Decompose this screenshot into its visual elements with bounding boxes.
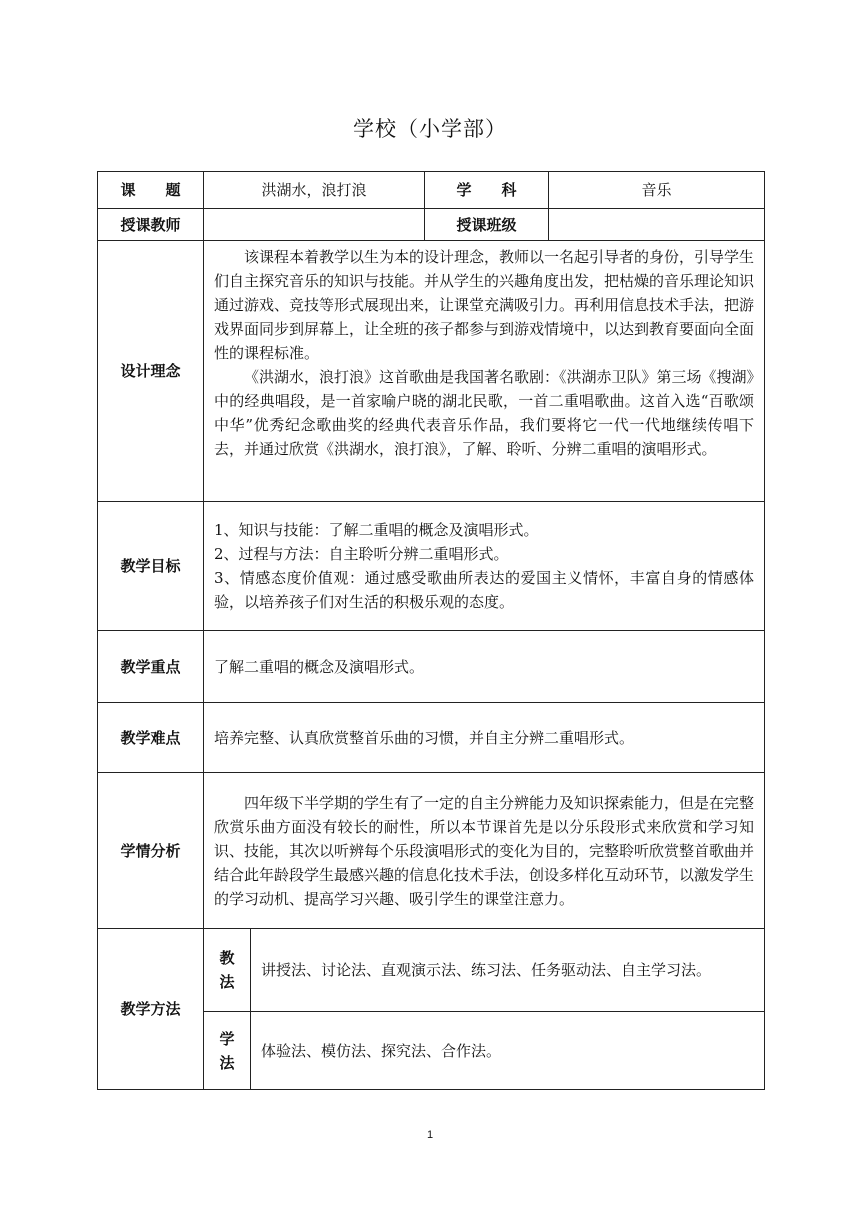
teach-method-label [204, 929, 251, 1012]
subject-value: 音乐 [549, 172, 765, 209]
design-content [204, 241, 765, 502]
goal-item: 3、情感态度价值观：通过感受歌曲所表达的爱国主义情怀，丰富自身的情感体验，以培养孩子们对生活的积极乐观的态度。 [214, 569, 755, 611]
analysis-text: 四年级下半学期的学生有了一定的自主分辨能力及知识探索能力，但是在完整欣赏乐曲方面没有较长的耐性，所以本节课首先是以分乐段形式来欣赏和学习知识、技能，其次以听辨每个乐段演唱形式的变化为目的，完整聆听欣赏整首歌曲并结合此年龄段学生最感兴趣的信息化技术手法，创设多样化互动环节，以激发学生的学习动机、提高学习兴趣、吸引学生的课堂注意力。 [214, 793, 755, 908]
design-paragraph: 《洪湖水，浪打浪》这首歌曲是我国著名歌剧：《洪湖赤卫队》第三场《搜湖》中的经典唱段，是一首家喻户晓的湖北民歌，一首二重唱歌曲。这首入选“百歌颂中华”优秀纪念歌曲奖的经典代表音乐作品，我们要将它一代一代地继续传唱下去，并通过欣赏《洪湖水，浪打浪》，了解、聆听、分辨二重唱的演唱形式。 [214, 368, 755, 458]
analysis-row [98, 773, 765, 929]
teach-method-label-1: 教 [219, 949, 235, 967]
learn-method-label [204, 1012, 251, 1090]
teach-method-label-2: 法 [219, 973, 235, 991]
analysis-label: 学情分析 [98, 773, 204, 929]
goals-label: 教学目标 [98, 502, 204, 631]
design-row [98, 241, 765, 502]
page-title: 学校（小学部） [353, 117, 507, 141]
goal-item: 1、知识与技能：了解二重唱的概念及演唱形式。 [214, 521, 539, 539]
design-label: 设计理念 [98, 241, 204, 502]
teacher-row [98, 209, 765, 241]
key-point-label: 教学重点 [98, 631, 204, 703]
analysis-content [204, 773, 765, 929]
course-label: 课 题 [98, 172, 204, 209]
teach-method-row [98, 929, 765, 1012]
teach-method-text: 讲授法、讨论法、直观演示法、练习法、任务驱动法、自主学习法。 [251, 929, 765, 1012]
difficulty-label: 教学难点 [98, 703, 204, 773]
learn-method-label-1: 学 [219, 1029, 235, 1048]
learn-method-label-2: 法 [219, 1053, 235, 1072]
key-point-text: 了解二重唱的概念及演唱形式。 [204, 631, 765, 703]
teacher-label: 授课教师 [98, 209, 204, 241]
course-row [98, 172, 765, 209]
page-number: 1 [426, 1129, 434, 1141]
design-paragraph: 该课程本着教学以生为本的设计理念，教师以一名起引导者的身份，引导学生们自主探究音乐的知识与技能。并从学生的兴趣角度出发，把枯燥的音乐理论知识通过游戏、竞技等形式展现出来，让课堂充满吸引力。再利用信息技术手法，把游戏界面同步到屏幕上，让全班的孩子都参与到游戏情境中，以达到教育要面向全面性的课程标准。 [214, 248, 755, 362]
difficulty-row [98, 703, 765, 773]
goals-content [204, 502, 765, 631]
difficulty-text: 培养完整、认真欣赏整首乐曲的习惯，并自主分辨二重唱形式。 [204, 703, 765, 773]
goal-item: 2、过程与方法：自主聆听分辨二重唱形式。 [214, 545, 509, 563]
class-value [549, 209, 765, 241]
learn-method-text: 体验法、模仿法、探究法、合作法。 [251, 1012, 765, 1090]
lesson-plan-table [97, 171, 765, 1090]
teacher-value [204, 209, 425, 241]
class-label: 授课班级 [425, 209, 549, 241]
methods-label: 教学方法 [98, 929, 204, 1090]
goals-row [98, 502, 765, 631]
subject-label: 学 科 [425, 172, 549, 209]
course-value: 洪湖水，浪打浪 [204, 172, 425, 209]
key-point-row [98, 631, 765, 703]
